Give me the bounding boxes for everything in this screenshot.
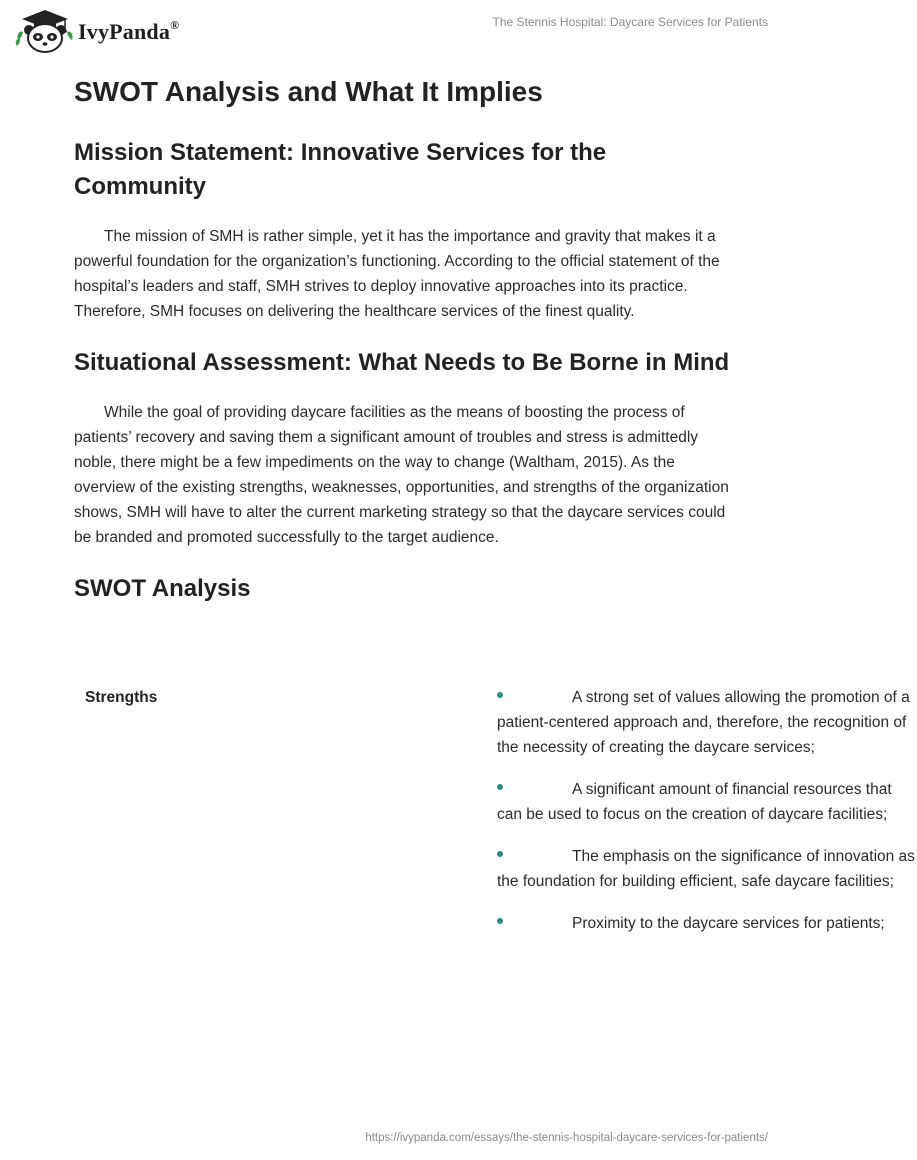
list-item	[497, 777, 917, 827]
source-url[interactable]: https://ivypanda.com/essays/the-stennis-hospital-daycare-services-for-patients/	[365, 1132, 768, 1144]
bullet-icon	[497, 918, 503, 924]
section-heading-situational: Situational Assessment: What Needs to Be Borne in Mind	[74, 349, 730, 376]
list-item-text: The emphasis on the significance of innovation as the foundation for building efficient, safe daycare facilities;	[497, 848, 915, 890]
list-item	[497, 685, 917, 760]
trademark-symbol: ®	[170, 17, 180, 32]
section-heading-mission: Mission Statement: Innovative Services for the Community	[74, 139, 607, 200]
list-item-text: A strong set of values allowing the promotion of a patient-centered approach and, therefore, the recognition of the necessity of creating the daycare services;	[497, 689, 910, 756]
brand-name[interactable]	[78, 19, 179, 45]
list-item	[497, 844, 917, 894]
list-item-text: A significant amount of financial resources that can be used to focus on the creation of daycare facilities;	[497, 781, 892, 823]
panda-graduate-logo-icon[interactable]	[14, 8, 76, 54]
bullet-icon	[497, 784, 503, 790]
list-item-text: Proximity to the daycare services for patients;	[572, 915, 885, 932]
page-title: SWOT Analysis and What It Implies	[74, 76, 543, 107]
swot-strengths-list	[497, 685, 915, 953]
section-heading-swot: SWOT Analysis	[74, 575, 251, 602]
brand-text: IvyPanda	[78, 19, 171, 44]
section-paragraph-mission: The mission of SMH is rather simple, yet it has the importance and gravity that makes it a powerful foundation for the organization’s functioning. According to the official statement of the hospital’s leaders and staff, SMH strives to deploy innovative approaches into its practice. Therefore, SMH focuses on delivering the healthcare services of the finest quality.	[74, 228, 720, 320]
bullet-icon	[497, 692, 503, 698]
document-title: The Stennis Hospital: Daycare Services for Patients	[492, 15, 768, 29]
bullet-icon	[497, 851, 503, 857]
list-item	[497, 911, 917, 936]
swot-strengths-label: Strengths	[85, 689, 158, 706]
article-content	[74, 70, 734, 606]
page-header	[0, 0, 800, 60]
section-paragraph-situational: While the goal of providing daycare facilities as the means of boosting the process of patients’ recovery and saving them a significant amount of troubles and stress is admittedly noble, there might be a few impediments on the way to change (Waltham, 2015). As the overview of the existing strengths, weaknesses, opportunities, and strengths of the organization shows, SMH will have to alter the current marketing strategy so that the daycare services could be branded and promoted successfully to the target audience.	[74, 404, 729, 546]
